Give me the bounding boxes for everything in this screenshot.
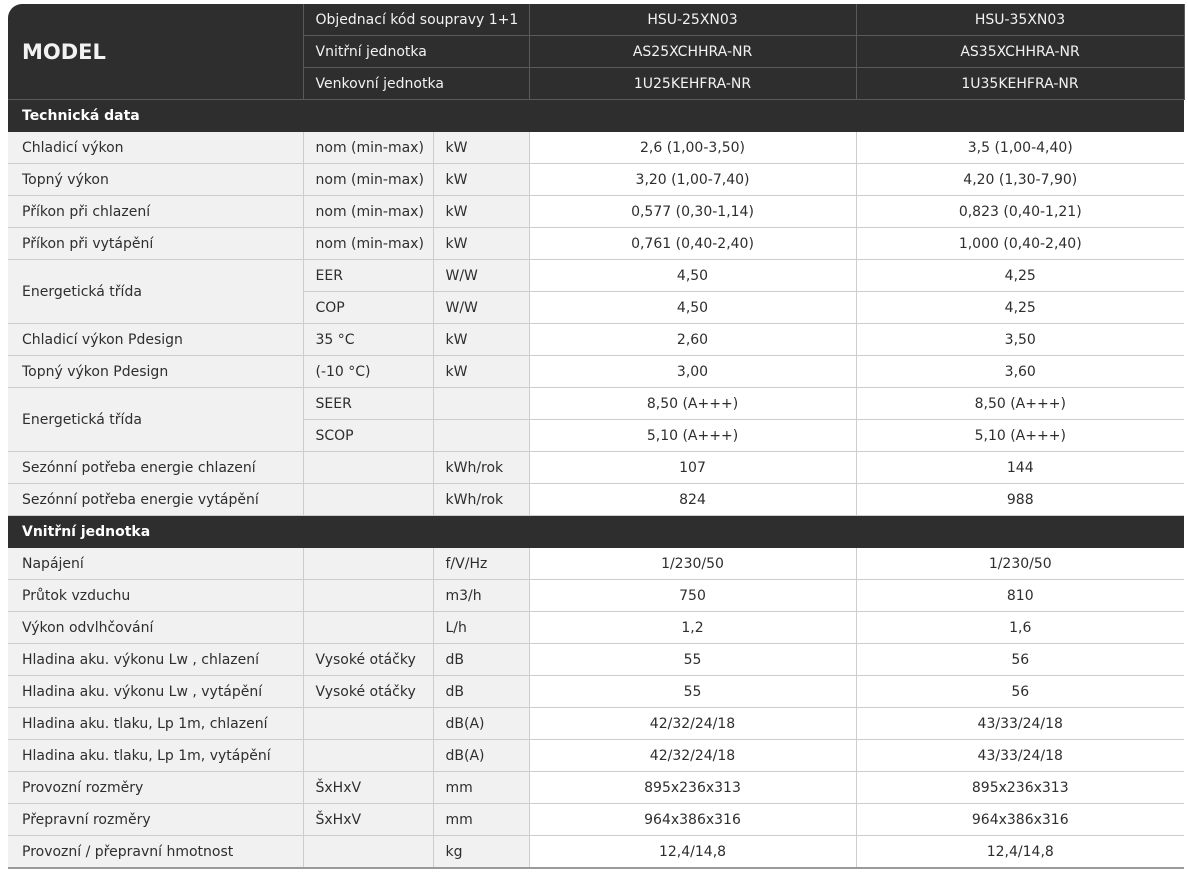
row-label: Průtok vzduchu: [8, 580, 303, 612]
row-qualifier: ŠxHxV: [303, 804, 433, 836]
row-qualifier: [303, 452, 433, 484]
row-qualifier: Vysoké otáčky: [303, 644, 433, 676]
row-unit: kW: [433, 132, 529, 164]
row-value: 0,577 (0,30-1,14): [529, 196, 856, 228]
section-title: Technická data: [8, 100, 1184, 132]
row-qualifier: EER: [303, 260, 433, 292]
section-title: Vnitřní jednotka: [8, 516, 1184, 548]
row-value: 2,60: [529, 324, 856, 356]
row-unit: m3/h: [433, 580, 529, 612]
row-qualifier: COP: [303, 292, 433, 324]
model-value: 1U35KEHFRA-NR: [856, 68, 1184, 100]
row-qualifier: nom (min-max): [303, 196, 433, 228]
row-label: Hladina aku. tlaku, Lp 1m, chlazení: [8, 708, 303, 740]
row-value: 895x236x313: [856, 772, 1184, 804]
row-value: 56: [856, 676, 1184, 708]
row-unit: kW: [433, 356, 529, 388]
row-value: 3,50: [856, 324, 1184, 356]
row-label: Přepravní rozměry: [8, 804, 303, 836]
row-unit: [433, 420, 529, 452]
table-row: [8, 228, 1184, 260]
row-label: Chladicí výkon Pdesign: [8, 324, 303, 356]
row-value: 56: [856, 644, 1184, 676]
row-label: Sezónní potřeba energie vytápění: [8, 484, 303, 516]
model-value: 1U25KEHFRA-NR: [529, 68, 856, 100]
table-row: [8, 132, 1184, 164]
row-label: Chladicí výkon: [8, 132, 303, 164]
row-value: 43/33/24/18: [856, 708, 1184, 740]
row-value: 3,00: [529, 356, 856, 388]
section-header-row: [8, 516, 1184, 548]
row-value: 8,50 (A+++): [856, 388, 1184, 420]
row-value: 8,50 (A+++): [529, 388, 856, 420]
table-row: [8, 548, 1184, 580]
row-label: Výkon odvlhčování: [8, 612, 303, 644]
row-unit: [433, 388, 529, 420]
row-value: 2,6 (1,00-3,50): [529, 132, 856, 164]
header-row-label: Vnitřní jednotka: [303, 36, 529, 68]
row-value: 964x386x316: [856, 804, 1184, 836]
row-value: 3,60: [856, 356, 1184, 388]
row-label: Příkon při vytápění: [8, 228, 303, 260]
table-row: [8, 580, 1184, 612]
row-label: Energetická třída: [8, 260, 303, 324]
row-unit: kW: [433, 324, 529, 356]
table-row: [8, 260, 1184, 292]
row-label: Energetická třída: [8, 388, 303, 452]
table-row: [8, 708, 1184, 740]
row-value: 4,25: [856, 292, 1184, 324]
row-value: 0,823 (0,40-1,21): [856, 196, 1184, 228]
row-qualifier: [303, 612, 433, 644]
section-header-row: [8, 100, 1184, 132]
row-label: Provozní / přepravní hmotnost: [8, 836, 303, 869]
row-unit: kWh/rok: [433, 452, 529, 484]
row-qualifier: [303, 580, 433, 612]
row-unit: L/h: [433, 612, 529, 644]
model-value: HSU-35XN03: [856, 4, 1184, 36]
row-qualifier: [303, 484, 433, 516]
row-value: 107: [529, 452, 856, 484]
table-row: [8, 324, 1184, 356]
row-unit: W/W: [433, 260, 529, 292]
row-qualifier: nom (min-max): [303, 228, 433, 260]
row-qualifier: SEER: [303, 388, 433, 420]
row-label: Sezónní potřeba energie chlazení: [8, 452, 303, 484]
row-value: 964x386x316: [529, 804, 856, 836]
row-value: 895x236x313: [529, 772, 856, 804]
table-row: [8, 612, 1184, 644]
table-row: [8, 772, 1184, 804]
model-value: AS35XCHHRA-NR: [856, 36, 1184, 68]
spec-table: [8, 4, 1185, 869]
header-row: [8, 4, 1184, 36]
table-row: [8, 196, 1184, 228]
row-label: Topný výkon Pdesign: [8, 356, 303, 388]
model-value: HSU-25XN03: [529, 4, 856, 36]
table-row: [8, 836, 1184, 869]
row-value: 5,10 (A+++): [856, 420, 1184, 452]
row-qualifier: [303, 548, 433, 580]
header-row-label: Objednací kód soupravy 1+1: [303, 4, 529, 36]
row-value: 3,5 (1,00-4,40): [856, 132, 1184, 164]
row-value: 12,4/14,8: [856, 836, 1184, 869]
table-row: [8, 484, 1184, 516]
row-label: Hladina aku. výkonu Lw , chlazení: [8, 644, 303, 676]
row-value: 4,25: [856, 260, 1184, 292]
row-unit: kg: [433, 836, 529, 869]
row-value: 750: [529, 580, 856, 612]
row-value: 4,50: [529, 260, 856, 292]
row-unit: dB(A): [433, 708, 529, 740]
row-qualifier: Vysoké otáčky: [303, 676, 433, 708]
row-value: 12,4/14,8: [529, 836, 856, 869]
row-qualifier: nom (min-max): [303, 164, 433, 196]
row-qualifier: [303, 740, 433, 772]
row-unit: kW: [433, 196, 529, 228]
row-value: 1/230/50: [856, 548, 1184, 580]
row-unit: mm: [433, 804, 529, 836]
row-qualifier: SCOP: [303, 420, 433, 452]
row-label: Topný výkon: [8, 164, 303, 196]
row-value: 5,10 (A+++): [529, 420, 856, 452]
row-value: 144: [856, 452, 1184, 484]
row-value: 1,000 (0,40-2,40): [856, 228, 1184, 260]
row-unit: kW: [433, 164, 529, 196]
row-value: 4,50: [529, 292, 856, 324]
row-qualifier: nom (min-max): [303, 132, 433, 164]
row-qualifier: ŠxHxV: [303, 772, 433, 804]
table-row: [8, 388, 1184, 420]
row-unit: dB: [433, 676, 529, 708]
table-row: [8, 804, 1184, 836]
row-unit: mm: [433, 772, 529, 804]
row-value: 1,6: [856, 612, 1184, 644]
row-value: 1,2: [529, 612, 856, 644]
row-unit: f/V/Hz: [433, 548, 529, 580]
table-row: [8, 676, 1184, 708]
spec-sheet: [8, 4, 1184, 869]
table-row: [8, 740, 1184, 772]
row-value: 1/230/50: [529, 548, 856, 580]
row-unit: dB(A): [433, 740, 529, 772]
row-value: 55: [529, 644, 856, 676]
row-label: Provozní rozměry: [8, 772, 303, 804]
row-value: 42/32/24/18: [529, 708, 856, 740]
row-label: Napájení: [8, 548, 303, 580]
table-row: [8, 644, 1184, 676]
row-unit: W/W: [433, 292, 529, 324]
row-value: 0,761 (0,40-2,40): [529, 228, 856, 260]
row-value: 42/32/24/18: [529, 740, 856, 772]
row-value: 43/33/24/18: [856, 740, 1184, 772]
row-value: 810: [856, 580, 1184, 612]
row-value: 3,20 (1,00-7,40): [529, 164, 856, 196]
row-qualifier: [303, 836, 433, 869]
row-unit: kW: [433, 228, 529, 260]
row-value: 988: [856, 484, 1184, 516]
row-unit: kWh/rok: [433, 484, 529, 516]
row-qualifier: (-10 °C): [303, 356, 433, 388]
table-row: [8, 452, 1184, 484]
row-unit: dB: [433, 644, 529, 676]
row-value: 4,20 (1,30-7,90): [856, 164, 1184, 196]
row-value: 55: [529, 676, 856, 708]
table-row: [8, 356, 1184, 388]
row-value: 824: [529, 484, 856, 516]
row-qualifier: [303, 708, 433, 740]
row-label: Hladina aku. výkonu Lw , vytápění: [8, 676, 303, 708]
spec-table-body: [8, 4, 1184, 868]
row-label: Hladina aku. tlaku, Lp 1m, vytápění: [8, 740, 303, 772]
model-value: AS25XCHHRA-NR: [529, 36, 856, 68]
model-label: MODEL: [8, 4, 303, 100]
table-row: [8, 164, 1184, 196]
row-label: Příkon při chlazení: [8, 196, 303, 228]
row-qualifier: 35 °C: [303, 324, 433, 356]
header-row-label: Venkovní jednotka: [303, 68, 529, 100]
